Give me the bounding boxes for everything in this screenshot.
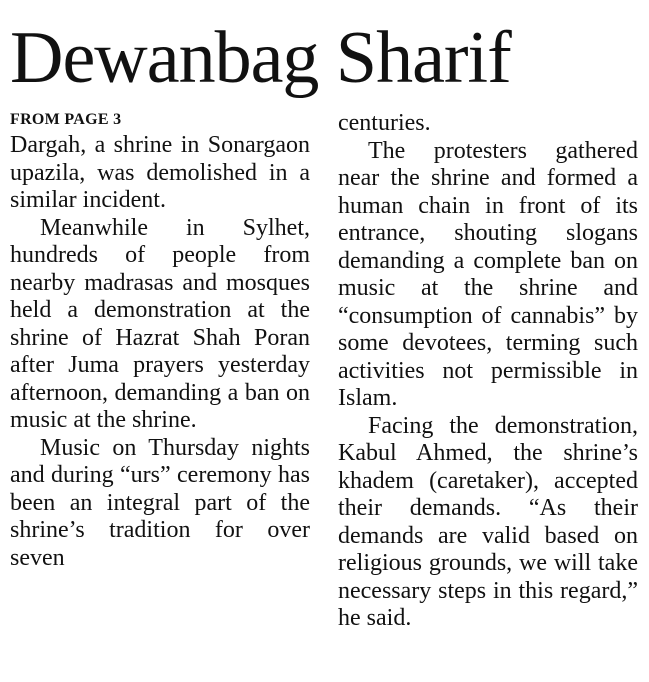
article-paragraph: Music on Thursday nights and during “urs” ceremony has been an integral part of the shrine’s tradition for over seven [10, 434, 310, 571]
article-paragraph: centuries. [338, 110, 431, 136]
article-column-right [338, 110, 638, 633]
article-paragraph: Meanwhile in Sylhet, hundreds of people from nearby madrasas and mosques held a demonstration at the shrine of Hazrat Shah Poran after Juma prayers yesterday afternoon, demanding a ban on music at the shrine. [10, 214, 310, 433]
article-paragraph: Dargah, a shrine in Sonargaon upazila, was demolished in a similar incident. [10, 132, 310, 213]
article-paragraph: The protesters gathered near the shrine and formed a human chain in front of its entrance, shouting slogans demanding a complete ban on music at the shrine and “consumption of cannabis” by some devotees, terming such activities not permissible in Islam. [338, 137, 638, 411]
article-paragraph: Facing the demonstration, Kabul Ahmed, the shrine’s khadem (caretaker), accepted their demands. “As their demands are valid based on religious grounds, we will take necessary steps in this regard,” he said. [338, 412, 638, 631]
article-headline: Dewanbag Sharif [10, 17, 511, 99]
article-column-left [10, 108, 310, 572]
continuation-kicker: FROM PAGE 3 [10, 111, 122, 128]
